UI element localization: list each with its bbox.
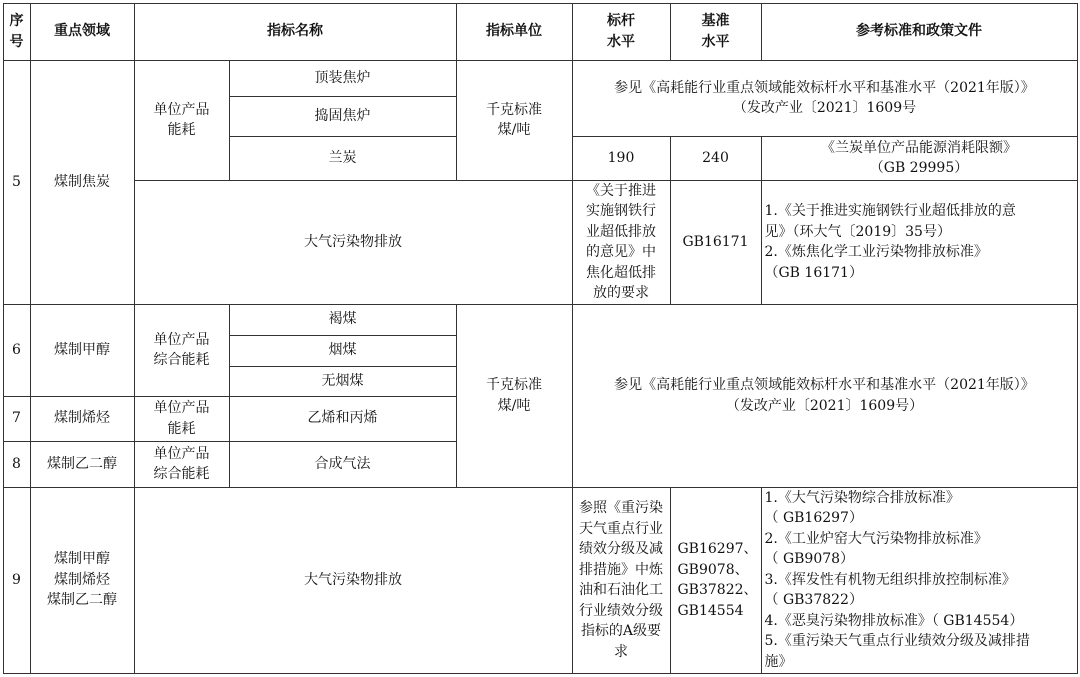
item-cell: 合成气法: [229, 441, 457, 488]
baseline-cell: GB16171: [670, 180, 762, 305]
group-cell: 单位产品 能耗: [134, 396, 230, 442]
air-cell: 大气污染物排放: [134, 180, 573, 305]
benchmark-cell: 190: [572, 136, 671, 181]
ref-cell: 参见《高耗能行业重点领域能效标杆水平和基准水平（2021年版）》 （发改产业〔2021〕1609号）: [572, 304, 1078, 488]
seq-cell: 5: [3, 60, 31, 305]
benchmark-cell: 参照《重污染 天气重点行业 绩效分级及减 排措施》中炼 油和石油化工 行业绩效分级 指标的A级要 求: [572, 487, 671, 674]
ref-cell: 《兰炭单位产品能源消耗限额》 （GB 29995）: [761, 136, 1078, 181]
item-cell: 无烟煤: [229, 366, 457, 397]
group-cell: 单位产品 综合能耗: [134, 304, 230, 397]
domain-cell: 煤制甲醇 煤制烯烃 煤制乙二醇: [30, 487, 135, 674]
unit-cell: 千克标准 煤/吨: [456, 60, 573, 181]
benchmark-cell: 《关于推进 实施钢铁行 业超低排放 的意见》中 焦化超低排 放的要求: [572, 180, 671, 305]
group-cell: 单位产品 综合能耗: [134, 441, 230, 488]
ref-cell: 1.《大气污染物综合排放标准》 （ GB16297） 2.《工业炉窑大气污染物排放标准》 （ GB9078） 3.《挥发性有机物无组织排放控制标准》 （ GB37822） 4.《恶臭污染物排放标准》（ GB14554） 5.《重污染天气重点行业绩效分级及减排措 施》: [761, 487, 1078, 674]
item-cell: 捣固焦炉: [229, 96, 457, 137]
header-name: 指标名称: [134, 3, 457, 61]
item-cell: 褐煤: [229, 304, 457, 336]
item-cell: 乙烯和丙烯: [229, 396, 457, 442]
seq-cell: 8: [3, 441, 31, 488]
item-cell: 兰炭: [229, 136, 457, 181]
domain-cell: 煤制乙二醇: [30, 441, 135, 488]
group-cell: 单位产品 能耗: [134, 60, 230, 181]
seq-cell: 7: [3, 396, 31, 442]
unit-cell: 千克标准 煤/吨: [456, 304, 573, 488]
air-cell: 大气污染物排放: [134, 487, 573, 674]
ref-cell: 参见《高耗能行业重点领域能效标杆水平和基准水平（2021年版）》 （发改产业〔2021〕1609号: [572, 60, 1078, 137]
header-benchmark: 标杆 水平: [572, 3, 671, 61]
header-unit: 指标单位: [456, 3, 573, 61]
domain-cell: 煤制甲醇: [30, 304, 135, 397]
seq-cell: 9: [3, 487, 31, 674]
header-domain: 重点领域: [30, 3, 135, 61]
seq-cell: 6: [3, 304, 31, 397]
item-cell: 顶装焦炉: [229, 60, 457, 97]
domain-cell: 煤制烯烃: [30, 396, 135, 442]
item-cell: 烟煤: [229, 335, 457, 367]
header-seq: 序 号: [3, 3, 31, 61]
baseline-cell: 240: [670, 136, 762, 181]
header-ref: 参考标准和政策文件: [761, 3, 1078, 61]
ref-cell: 1.《关于推进实施钢铁行业超低排放的意 见》（环大气〔2019〕35号） 2.《炼焦化学工业污染物排放标准》 （GB 16171）: [761, 180, 1078, 305]
header-baseline: 基准 水平: [670, 3, 762, 61]
baseline-cell: GB16297、 GB9078、 GB37822、 GB14554: [670, 487, 762, 674]
domain-cell: 煤制焦炭: [30, 60, 135, 305]
